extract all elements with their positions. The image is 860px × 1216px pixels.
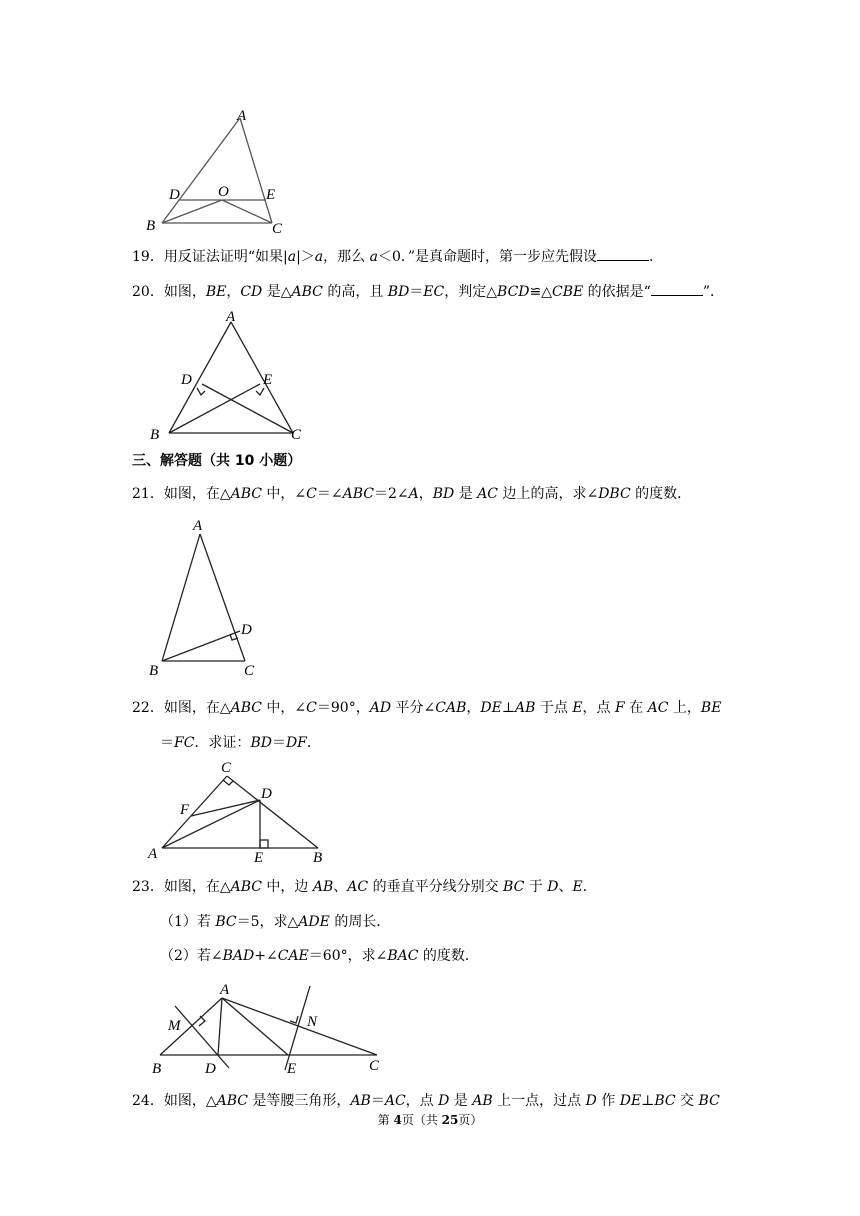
var: F [615, 700, 625, 716]
var: AB [350, 1093, 371, 1109]
text: ”． [702, 284, 725, 300]
label-a: A [148, 846, 158, 862]
text: 边上的高，求∠ [498, 486, 599, 502]
text: ， [226, 284, 241, 300]
problem-23-part-2 [160, 946, 479, 966]
label-e: E [266, 187, 276, 203]
figure-isosceles-altitude [145, 516, 275, 681]
problem-23-part-1 [160, 912, 390, 932]
label-c: C [221, 760, 232, 776]
var: ABC [216, 1093, 248, 1109]
figure-triangle-altitudes [145, 308, 315, 443]
label-a: A [193, 518, 203, 534]
problem-number: 21． [132, 486, 164, 502]
label-b: B [150, 427, 160, 443]
label-d: D [205, 1061, 216, 1077]
page-total: 25 [441, 1113, 459, 1127]
var: D [438, 1093, 450, 1109]
text: 如图，△ [163, 1093, 217, 1109]
var: ABC [291, 284, 323, 300]
var: FC [174, 735, 195, 751]
text: 于 [524, 879, 548, 895]
text: 上， [668, 700, 701, 716]
text: ＝60°，求∠ [308, 948, 388, 964]
text: 如图，在△ [163, 879, 231, 895]
text: ＝5，求△ [236, 914, 299, 930]
text: ＝2∠ [374, 486, 409, 502]
label-d: D [261, 786, 272, 802]
text: 是 [449, 1093, 473, 1109]
var: BAC [387, 948, 419, 964]
text: 第 [377, 1113, 394, 1127]
text: 的度数． [630, 486, 692, 502]
problem-number: 20． [132, 284, 164, 300]
var: CAB [435, 700, 467, 716]
var: C [306, 486, 317, 502]
text: ，那么 [323, 249, 370, 265]
text: ，点 [405, 1093, 439, 1109]
text: （2）若∠ [160, 948, 223, 964]
var: BD [250, 735, 272, 751]
text: 、 [333, 879, 348, 895]
text: ＝ [271, 735, 286, 751]
text: 作 [596, 1093, 620, 1109]
text: ， [418, 486, 433, 502]
var: BC [503, 879, 525, 895]
var: A [408, 486, 419, 502]
label-n: N [307, 1014, 318, 1030]
problem-number: 22． [132, 700, 164, 716]
var: AC [384, 1093, 406, 1109]
text: ＝ [160, 735, 174, 751]
var: AB [472, 1093, 493, 1109]
text: ． [306, 735, 321, 751]
label-d: D [241, 622, 252, 638]
text: 上一点，过点 [492, 1093, 586, 1109]
text: |＞ [296, 249, 315, 265]
text: 是△ [262, 284, 292, 300]
text: ， [466, 700, 481, 716]
text: 平分∠ [391, 700, 436, 716]
var: ADE [298, 914, 330, 930]
text: ＝∠ [316, 486, 343, 502]
label-c: C [369, 1058, 380, 1074]
label-b: B [313, 850, 323, 866]
text: 的高，且 [322, 284, 388, 300]
var: AD [369, 700, 392, 716]
answer-blank[interactable] [597, 247, 649, 261]
text: ，判定△ [444, 284, 498, 300]
text: 是 [454, 486, 478, 502]
text: 的垂直平分线分别交 [368, 879, 504, 895]
problem-number: 23． [132, 879, 164, 895]
answer-blank[interactable] [651, 282, 703, 296]
label-d: D [169, 187, 180, 203]
problem-24 [132, 1091, 720, 1111]
text: ．求证： [194, 735, 251, 751]
text: ≌△ [529, 284, 552, 300]
var: BE [700, 700, 722, 716]
var: BC [654, 1093, 676, 1109]
label-b: B [149, 663, 159, 679]
var: CAE [277, 948, 309, 964]
label-o: O [218, 184, 229, 200]
figure-right-triangle-bisector [140, 756, 340, 866]
text: 是等腰三角形， [247, 1093, 351, 1109]
label-a: A [220, 982, 230, 998]
var: AC [347, 879, 369, 895]
label-e: E [263, 372, 273, 388]
var: BD [432, 486, 455, 502]
var: CBE [552, 284, 584, 300]
text: 如图，在△ [163, 700, 231, 716]
figure-perpendicular-bisectors [145, 978, 395, 1078]
section-heading: 三、解答题（共 10 小题） [132, 453, 302, 469]
text: 交 [675, 1093, 699, 1109]
var: AC [477, 486, 499, 502]
page-number: 4 [393, 1113, 402, 1127]
var: D [547, 879, 559, 895]
page-footer [0, 1111, 860, 1128]
text: ＝90°， [316, 700, 370, 716]
var: ABC [230, 486, 262, 502]
problem-number: 24． [132, 1093, 164, 1109]
var: AC [647, 700, 669, 716]
text: 的度数． [418, 948, 479, 964]
text: 的依据是“ [583, 284, 651, 300]
var: ABC [230, 879, 262, 895]
problem-20 [132, 282, 724, 302]
var: BC [215, 914, 237, 930]
label-c: C [244, 663, 255, 679]
problem-23 [132, 877, 597, 897]
text: 页） [458, 1113, 483, 1127]
text: ＝ [409, 284, 424, 300]
text: 中，∠ [261, 486, 307, 502]
figure-triangle-doe [140, 108, 290, 237]
var: E [572, 879, 583, 895]
label-c: C [272, 221, 283, 237]
text: 在 [624, 700, 648, 716]
label-m: M [168, 1018, 181, 1034]
var: AB [312, 879, 334, 895]
label-c: C [291, 427, 302, 443]
text: 中，∠ [261, 700, 307, 716]
problem-21 [132, 484, 691, 504]
label-e: E [254, 850, 264, 866]
var: DE [480, 700, 502, 716]
problem-22-line-2 [160, 733, 321, 753]
var: DBC [598, 486, 631, 502]
var: AB [515, 700, 536, 716]
var: C [306, 700, 317, 716]
var: BE [205, 284, 227, 300]
var: ABC [342, 486, 374, 502]
var: ABC [230, 700, 262, 716]
label-b: B [146, 218, 156, 234]
text: ⊥ [641, 1093, 655, 1109]
var: E [572, 700, 583, 716]
label-a: A [237, 108, 247, 124]
var: a [369, 249, 378, 265]
var: CD [240, 284, 263, 300]
text: ＜0．”是真命题时，第一步应先假设 [377, 249, 598, 265]
text: 中，边 [261, 879, 313, 895]
label-a: A [226, 309, 236, 325]
text: （1）若 [160, 914, 216, 930]
label-d: D [181, 372, 192, 388]
text: +∠ [254, 948, 278, 964]
text: ⊥ [501, 700, 515, 716]
text: 用反证法证明“如果| [163, 249, 288, 265]
var: BD [387, 284, 410, 300]
var: DF [285, 735, 307, 751]
problem-number: 19． [132, 249, 164, 265]
var: a [287, 249, 297, 265]
text: ＝ [370, 1093, 385, 1109]
text: ，点 [582, 700, 615, 716]
text: 页（共 [401, 1113, 442, 1127]
var: DE [619, 1093, 642, 1109]
problem-19 [132, 247, 663, 267]
var: a [314, 249, 324, 265]
text: ． [649, 249, 664, 265]
text: ． [582, 879, 597, 895]
var: D [585, 1093, 597, 1109]
text: 于点 [535, 700, 573, 716]
text: 如图，在△ [163, 486, 231, 502]
var: EC [423, 284, 445, 300]
problem-22-line-1 [132, 698, 721, 718]
text: 的周长． [329, 914, 391, 930]
label-e: E [287, 1061, 297, 1077]
var: BCD [497, 284, 530, 300]
var: BAD [222, 948, 255, 964]
text: 如图， [163, 284, 206, 300]
var: BC [698, 1093, 720, 1109]
label-b: B [152, 1061, 162, 1077]
text: 、 [558, 879, 573, 895]
label-f: F [180, 802, 190, 818]
